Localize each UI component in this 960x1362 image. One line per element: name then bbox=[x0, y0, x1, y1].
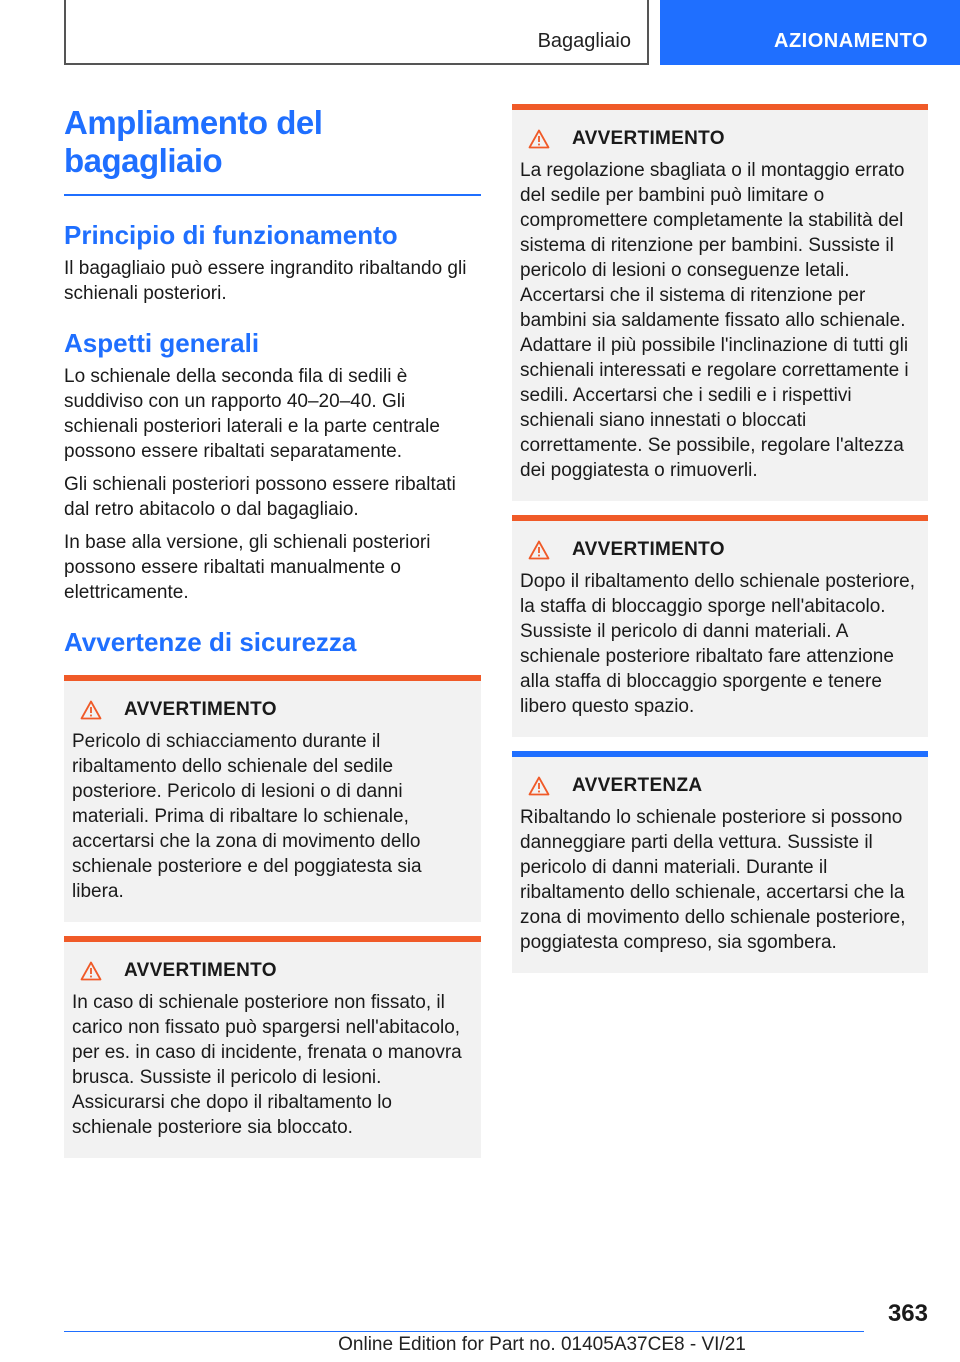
warning-triangle-icon bbox=[80, 961, 102, 981]
header-frame bbox=[64, 0, 649, 65]
header-chapter-tab: AZIONAMENTO bbox=[660, 0, 960, 65]
warning-label: AVVERTIMENTO bbox=[124, 960, 277, 981]
warning-label: AVVERTIMENTO bbox=[572, 128, 725, 149]
page-number: 363 bbox=[887, 1300, 928, 1327]
warning-box bbox=[512, 515, 928, 737]
warning-box bbox=[512, 104, 928, 501]
warning-header bbox=[72, 699, 473, 721]
left-column bbox=[64, 104, 481, 1158]
page-title: Ampliamento del bagagliaio bbox=[64, 104, 323, 179]
section-heading: Avvertenze di sicurezza bbox=[64, 627, 357, 657]
section-safety bbox=[64, 627, 481, 657]
warning-box bbox=[64, 936, 481, 1158]
warning-header bbox=[72, 960, 473, 982]
section-principle bbox=[64, 220, 481, 306]
warning-label: AVVERTIMENTO bbox=[572, 539, 725, 560]
warning-box bbox=[64, 675, 481, 922]
footer-divider bbox=[64, 1331, 864, 1332]
warning-header bbox=[520, 539, 920, 561]
paragraph: In base alla versione, gli schienali posteriori possono essere ribaltati manualmente o elettricamente. bbox=[64, 532, 431, 603]
warning-triangle-icon bbox=[528, 540, 550, 560]
paragraph: Lo schienale della seconda fila di sedili è suddiviso con un rapporto 40–20–40. Gli schienali posteriori laterali e la parte centrale possono essere ribaltati separatamente. bbox=[64, 366, 440, 462]
notice-box bbox=[512, 751, 928, 973]
section-general bbox=[64, 328, 481, 605]
notice-label: AVVERTENZA bbox=[572, 775, 703, 796]
warning-text: La regolazione sbagliata o il montaggio errato del sedile per bambini può limitare o compromettere completamente la stabilità del sistema di ritenzione per bambini. Sussiste il pericolo di lesioni o conseguenze letali. Accertarsi che il sistema di ritenzione per bambini sia saldamente fissato allo schienale. Adattare il più possibile l'inclinazione di tutti gli schienali interessati e regolare correttamente i sedili. Accertarsi che i sedili e i rispettivi schienali siano innestati o bloccati correttamente. Se possibile, regolare l'altezza dei poggiatesta o rimuoverli. bbox=[520, 160, 909, 481]
warning-text: Pericolo di schiacciamento durante il ribaltamento dello schienale del sedile posteriore. Pericolo di lesioni o di danni materiali. Prima di ribaltare lo schienale, accertarsi che la zona di movimento dello schienale posteriore e del poggiatesta sia libera. bbox=[72, 731, 422, 902]
paragraph: Gli schienali posteriori possono essere ribaltati dal retro abitacolo o dal bagagliaio. bbox=[64, 474, 456, 520]
header-section-title: Bagagliaio bbox=[537, 30, 631, 52]
notice-text: Ribaltando lo schienale posteriore si possono danneggiare parti della vettura. Sussiste il pericolo di danni materiali. Durante il ribaltamento dello schienale, accertarsi che la zona di movimento dello schienale posteriore, poggiatesta compreso, sia sgombera. bbox=[520, 807, 906, 953]
warning-text: In caso di schienale posteriore non fissato, il carico non fissato può spargersi nell'abitacolo, per es. in caso di incidente, frenata o manovra brusca. Sussiste il pericolo di lesioni. Assicurarsi che dopo il ribaltamento lo schienale posteriore sia bloccato. bbox=[72, 992, 462, 1138]
warning-label: AVVERTIMENTO bbox=[124, 699, 277, 720]
warning-triangle-icon bbox=[528, 776, 550, 796]
title-divider bbox=[64, 194, 481, 196]
warning-triangle-icon bbox=[80, 700, 102, 720]
warning-header bbox=[520, 128, 920, 150]
section-heading: Aspetti generali bbox=[64, 328, 260, 358]
footer-edition: Online Edition for Part no. 01405A37CE8 - VI/21 bbox=[338, 1334, 746, 1355]
right-column bbox=[512, 104, 928, 973]
warning-triangle-icon bbox=[528, 129, 550, 149]
warning-text: Dopo il ribaltamento dello schienale posteriore, la staffa di bloccaggio sporge nell'abitacolo. Sussiste il pericolo di danni materiali. A schienale posteriore ribaltato fare attenzione alla staffa di bloccaggio sporgente e tenere libero questo spazio. bbox=[520, 571, 916, 717]
notice-header bbox=[520, 775, 920, 797]
section-heading: Principio di funzionamento bbox=[64, 220, 398, 250]
paragraph: Il bagagliaio può essere ingrandito ribaltando gli schienali posteriori. bbox=[64, 258, 467, 304]
